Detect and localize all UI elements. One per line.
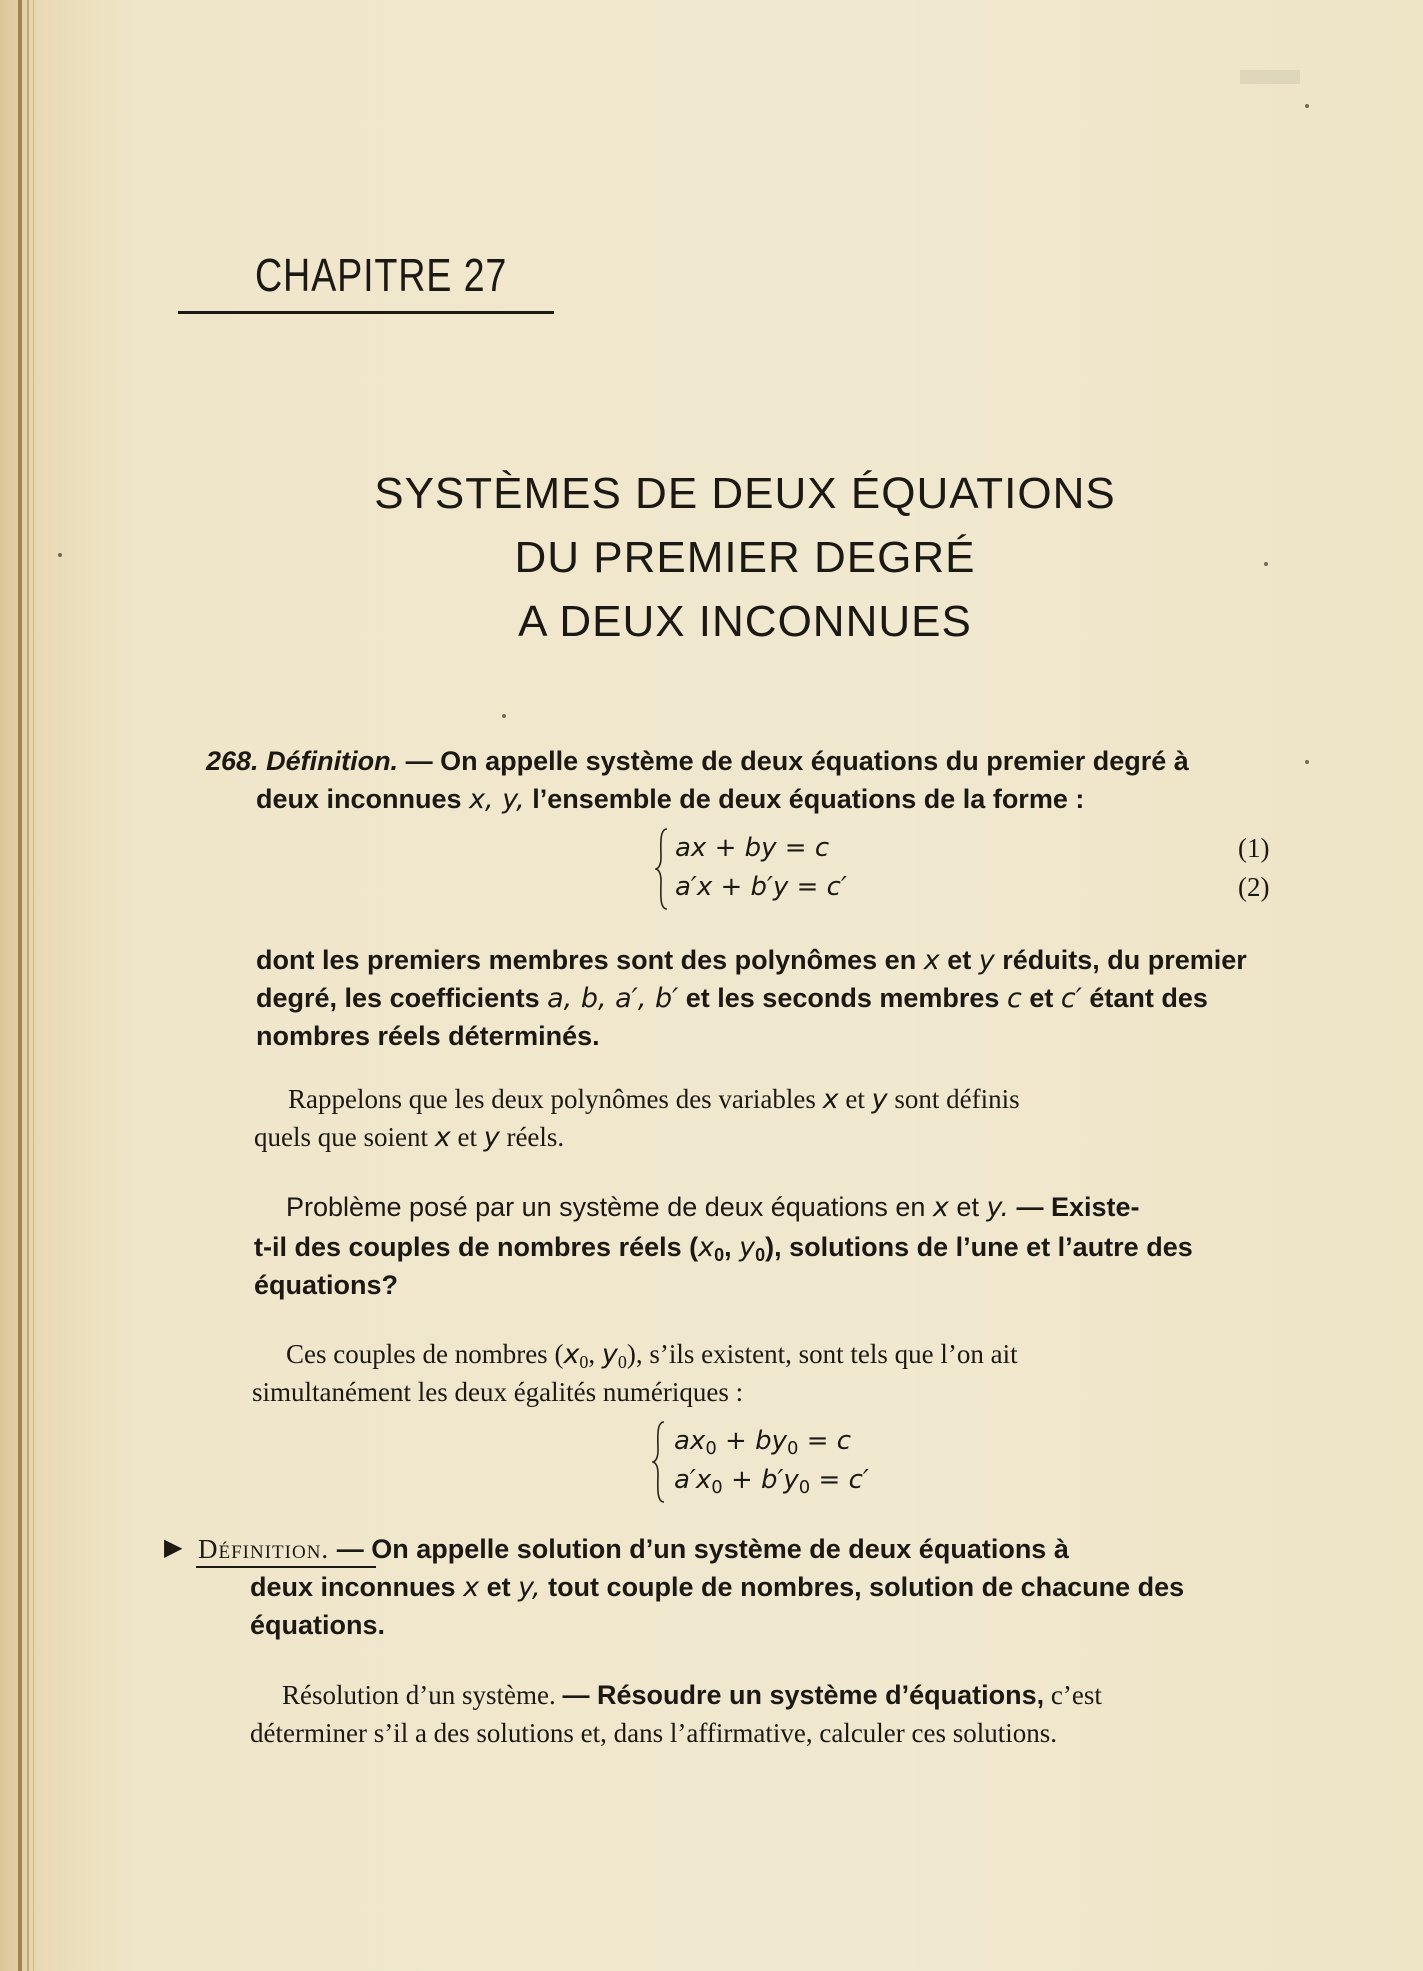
math-term: a′x — [674, 1465, 712, 1495]
math-variable: y, — [518, 1572, 541, 1603]
equation-2: a′x + b′y = c′ — [675, 872, 847, 902]
definition-line-3: équations. — [250, 1610, 386, 1640]
equation-system-general — [655, 827, 1315, 917]
subscript: 0 — [714, 1245, 725, 1265]
rappel-line-1 — [288, 1081, 1318, 1118]
equation-system-numeric — [652, 1420, 952, 1510]
section-268-after-line-3: nombres réels déterminés. — [256, 1021, 600, 1051]
math-variable: x — [434, 1122, 451, 1153]
subscript: 0 — [705, 1438, 717, 1459]
math-variable: y. — [986, 1192, 1009, 1223]
text-run: et — [457, 1122, 477, 1152]
resolution-line-2: déterminer s’il a des solutions et, dans l’affirmative, calculer ces solutions. — [250, 1718, 1058, 1748]
subscript: 0 — [617, 1352, 627, 1372]
definition-line-2 — [250, 1569, 1320, 1606]
text-run: quels que soient — [254, 1122, 428, 1152]
math-variable: x — [923, 945, 940, 976]
couples-line-2: simultanément les deux égalités numériques : — [252, 1377, 744, 1407]
text-run: sont définis — [894, 1084, 1020, 1114]
section-text: — On appelle système de deux équations du premier degré à — [405, 746, 1189, 776]
subscript: 0 — [711, 1477, 723, 1498]
equation-1: ax + by = c — [675, 833, 830, 863]
triangle-marker-icon: ▶ — [164, 1535, 183, 1561]
math-variable: c′ — [1060, 983, 1082, 1014]
text-run: deux inconnues — [250, 1572, 456, 1602]
subscript: 0 — [755, 1245, 766, 1265]
text-run: Problème posé par un système de deux équations en — [286, 1192, 926, 1222]
numeric-equation-2 — [674, 1465, 869, 1498]
numeric-equation-1 — [674, 1426, 851, 1459]
section-268-after-line-1 — [256, 942, 1316, 979]
subscript: 0 — [579, 1352, 589, 1372]
chapter-title-line-1: SYSTÈMES DE DEUX ÉQUATIONS — [374, 469, 1116, 518]
chapter-title-line-3: A DEUX INCONNUES — [518, 597, 972, 646]
left-brace-icon — [655, 827, 669, 911]
paper-speck — [1305, 104, 1309, 108]
section-268-line-2 — [256, 781, 1306, 818]
math-variable: y — [739, 1232, 756, 1263]
math-variable: y — [978, 945, 995, 976]
text-run: et — [486, 1572, 511, 1602]
text-run: — Existe- — [1016, 1192, 1140, 1222]
math-variable: y — [483, 1122, 500, 1153]
subscript: 0 — [798, 1477, 811, 1498]
math-term: ax — [674, 1426, 706, 1456]
chapter-label: CHAPITRE 27 — [255, 249, 508, 301]
math-term: + by — [716, 1426, 787, 1456]
definition-line-1 — [198, 1531, 1308, 1568]
math-variable: x — [822, 1084, 839, 1115]
probleme-line-3: équations? — [254, 1270, 399, 1300]
math-variable: x — [563, 1339, 580, 1370]
text-run: et — [1029, 983, 1054, 1013]
section-268-after-line-2 — [256, 980, 1316, 1017]
paper-speck — [58, 553, 62, 557]
math-variable: x — [698, 1232, 715, 1263]
rappel-line-2 — [254, 1119, 564, 1156]
text-run: ), solutions de l’une et l’autre des — [765, 1232, 1193, 1262]
text-run: l’ensemble de deux équations de la forme : — [532, 784, 1085, 814]
text-run: deux inconnues — [256, 784, 462, 814]
book-spine-edge-inner — [27, 0, 29, 1971]
text-run: dont les premiers membres sont des polynômes en — [256, 945, 917, 975]
paper-speck — [502, 714, 506, 718]
chapter-title — [240, 462, 1250, 654]
math-variables: x, y, — [469, 784, 525, 815]
math-variable: y — [601, 1339, 618, 1370]
equation-1-label: (1) — [1238, 833, 1270, 863]
resolution-line-1 — [282, 1677, 1322, 1714]
text-run: c’est — [1050, 1680, 1102, 1710]
text-run: Rappelons que les deux polynômes des variables — [288, 1084, 816, 1114]
text-run: et — [845, 1084, 865, 1114]
math-term: = c — [798, 1426, 852, 1456]
text-run: et — [956, 1192, 979, 1222]
math-variable: y — [871, 1084, 888, 1115]
text-run: t-il des couples de nombres réels ( — [254, 1232, 699, 1262]
paper-speck — [1264, 562, 1268, 566]
math-variables: a, b, a′, b′ — [547, 983, 679, 1014]
text-run: Résolution d’un système. — [282, 1680, 556, 1710]
text-run: et — [947, 945, 972, 975]
chapter-title-line-2: DU PREMIER DEGRÉ — [514, 533, 976, 582]
equation-2-label: (2) — [1238, 872, 1270, 902]
text-run: , — [588, 1339, 602, 1369]
probleme-line-1 — [286, 1189, 1326, 1226]
section-number: 268. — [206, 746, 259, 776]
subscript: 0 — [787, 1438, 799, 1459]
text-run: réels. — [506, 1122, 565, 1152]
left-brace-icon — [652, 1420, 666, 1504]
math-variable: x — [463, 1572, 480, 1603]
text-run: et les seconds membres — [685, 983, 1000, 1013]
text-run: degré, les coefficients — [256, 983, 540, 1013]
text-run: — Résoudre un système d’équations, — [562, 1680, 1045, 1710]
text-run: réduits, du premier — [1002, 945, 1247, 975]
text-run: , — [724, 1232, 740, 1262]
text-run: ), s’ils existent, sont tels que l’on ait — [626, 1339, 1018, 1369]
book-spine-edge — [18, 0, 22, 1971]
book-spine-edge-line — [33, 0, 34, 1971]
text-run: tout couple de nombres, solution de chacune des — [548, 1572, 1185, 1602]
section-heading: Définition. — [266, 746, 399, 776]
definition-underline — [196, 1566, 376, 1568]
math-term: + b′y — [722, 1465, 799, 1495]
text-run: Ces couples de nombres ( — [286, 1339, 564, 1369]
text-run: étant des — [1089, 983, 1208, 1013]
section-268-line-1 — [206, 743, 1306, 780]
math-variable: c — [1006, 983, 1022, 1014]
definition-label: Définition. — [198, 1534, 330, 1564]
text-run: — On appelle solution d’un système de deux équations à — [336, 1534, 1069, 1564]
chapter-rule — [178, 311, 554, 314]
probleme-line-2 — [254, 1229, 1324, 1274]
math-variable: x — [932, 1192, 949, 1223]
math-term: = c′ — [818, 1465, 869, 1495]
show-through-texture — [1240, 70, 1300, 84]
paper-speck — [1305, 760, 1309, 764]
